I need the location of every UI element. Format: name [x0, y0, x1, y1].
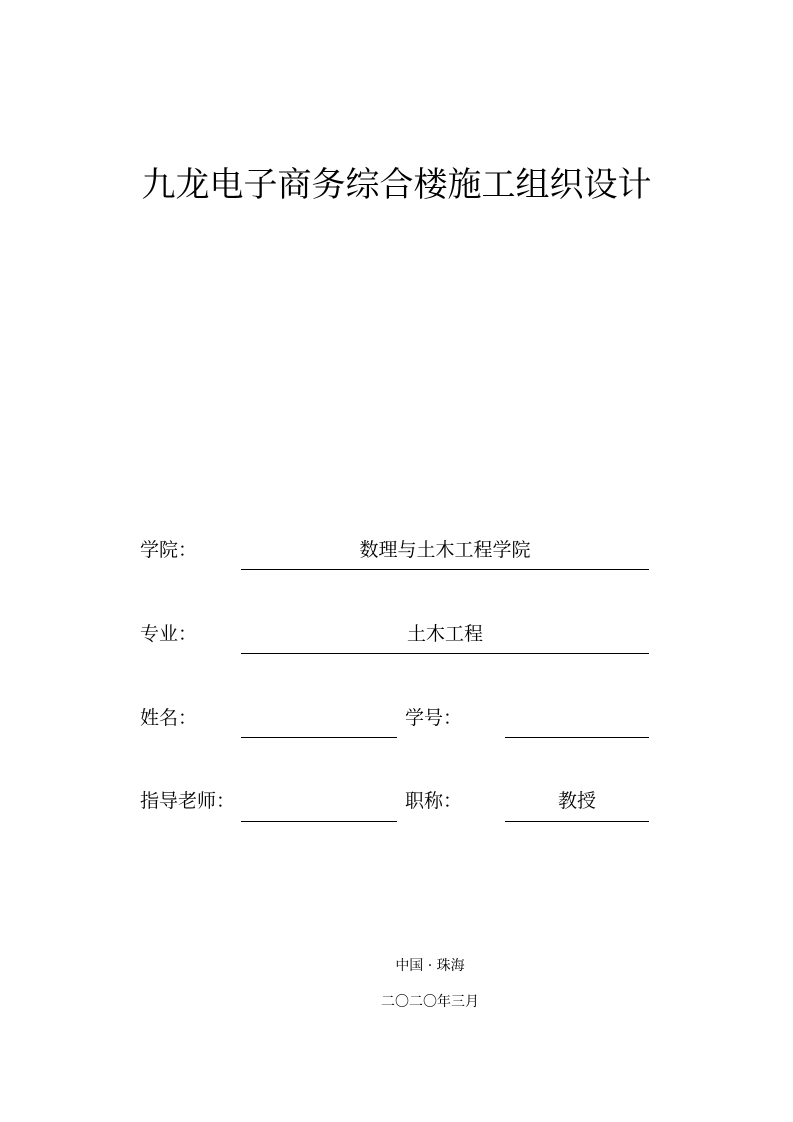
document-title: 九龙电子商务综合楼施工组织设计 [141, 165, 652, 205]
academic-title-value: 教授 [557, 790, 596, 812]
academic-title-label: 职称： [405, 790, 463, 812]
name-label: 姓名： [140, 707, 198, 729]
student-id-underline [505, 737, 649, 738]
academic-title-underline [505, 821, 649, 822]
name-underline [241, 737, 397, 738]
student-id-label: 学号： [405, 707, 463, 729]
major-value: 土木工程 [406, 623, 483, 645]
college-label: 学院： [140, 539, 198, 561]
major-underline [241, 653, 649, 654]
location-text: 中国 · 珠海 [395, 958, 465, 974]
college-underline [241, 569, 649, 570]
advisor-underline [241, 821, 397, 822]
advisor-label: 指导老师： [140, 790, 236, 812]
major-label: 专业： [140, 623, 198, 645]
date-text: 二〇二〇年三月 [381, 994, 479, 1010]
college-value: 数理与土木工程学院 [359, 539, 531, 561]
